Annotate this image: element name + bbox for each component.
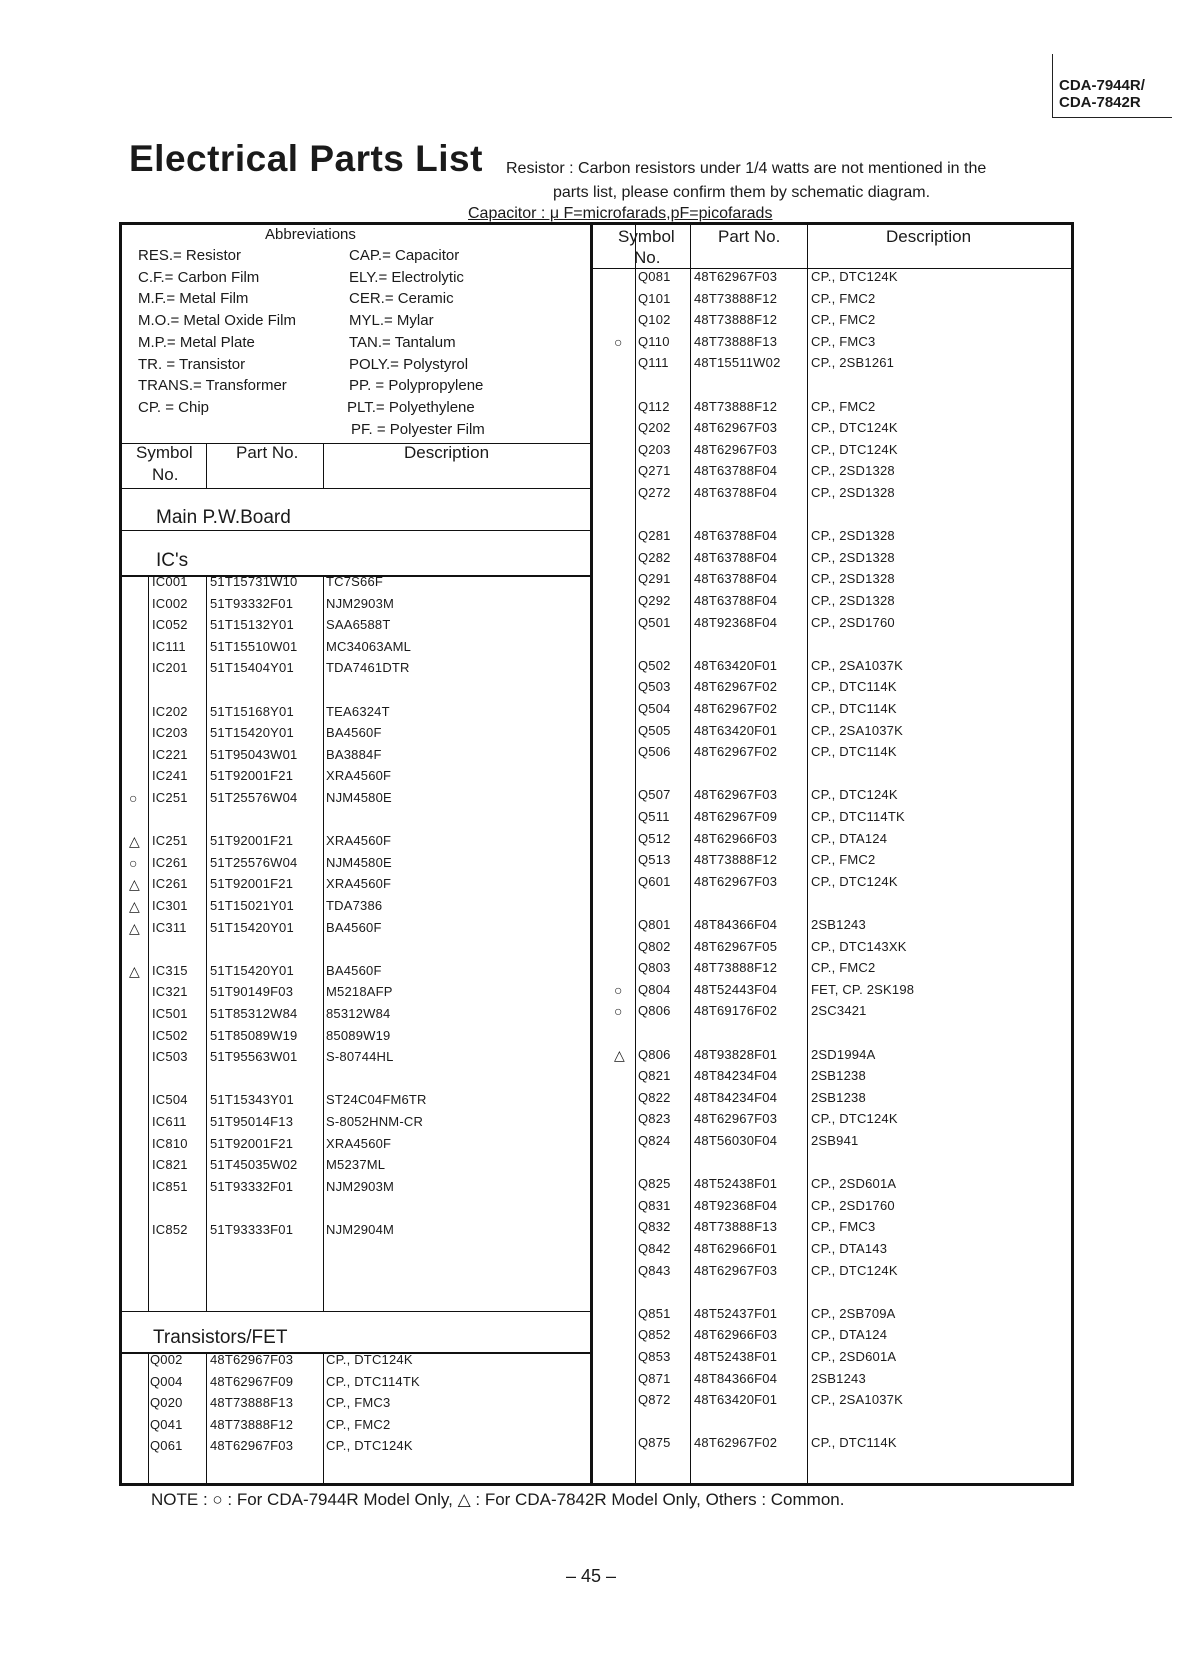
abbreviation-item: C.F.= Carbon Film: [138, 268, 260, 286]
symbol-cell: IC503: [152, 1049, 188, 1065]
description-cell: NJM4580E: [326, 854, 392, 870]
symbol-cell: Q851: [638, 1305, 671, 1321]
description-cell: CP., 2SD601A: [811, 1176, 897, 1192]
part-no-cell: 48T62967F03: [210, 1438, 294, 1454]
symbol-cell: IC001: [152, 574, 188, 589]
part-no-cell: 48T73888F12: [694, 290, 778, 306]
symbol-cell: Q832: [638, 1219, 671, 1235]
symbol-cell: IC111: [152, 638, 186, 654]
description-cell: CP., FMC2: [326, 1416, 391, 1432]
symbol-cell: IC002: [152, 595, 188, 611]
column-divider: [206, 443, 207, 488]
part-no-cell: 48T62966F03: [694, 1327, 778, 1343]
part-no-cell: 48T84234F04: [694, 1068, 778, 1084]
symbol-no-column-header: No.: [152, 465, 179, 484]
description-cell: CP., DTC114K: [811, 701, 897, 716]
symbol-cell: Q821: [638, 1068, 671, 1084]
description-cell: CP., 2SD1760: [811, 614, 895, 630]
column-divider: [323, 575, 324, 1311]
symbol-cell: IC261: [152, 854, 188, 870]
column-divider: [206, 1352, 207, 1483]
symbol-cell: Q512: [638, 830, 671, 846]
part-no-cell: 48T73888F12: [694, 852, 778, 868]
model-mark: ○: [129, 790, 138, 806]
symbol-cell: Q831: [638, 1197, 671, 1213]
part-no-cell: 48T63420F01: [694, 1392, 778, 1408]
capacitor-note: Capacitor : μ F=microfarads,pF=picofarads: [468, 205, 773, 222]
description-cell: 2SB1238: [811, 1089, 866, 1105]
part-no-cell: 48T56030F04: [694, 1133, 778, 1148]
description-cell: 2SC3421: [811, 1003, 867, 1019]
abbreviation-item: RES.= Resistor: [138, 247, 241, 264]
part-no-cell: 48T84366F04: [694, 1370, 778, 1386]
description-cell: TEA6324T: [326, 703, 390, 719]
model-mark: △: [129, 919, 140, 936]
page-title: Electrical Parts List: [129, 138, 483, 179]
description-cell: CP., FMC3: [326, 1395, 391, 1411]
part-no-cell: 48T52438F01: [694, 1176, 778, 1192]
description-cell: BA4560F: [326, 962, 382, 978]
symbol-cell: IC504: [152, 1092, 188, 1108]
description-cell: MC34063AML: [326, 638, 412, 654]
part-no-cell: 48T93828F01: [694, 1046, 778, 1062]
part-no-column-header: Part No.: [236, 443, 299, 462]
symbol-cell: Q271: [638, 463, 671, 479]
description-cell: XRA4560F: [326, 876, 392, 892]
abbreviation-item: PLT.= Polyethylene: [347, 398, 475, 416]
symbol-cell: Q802: [638, 938, 671, 954]
part-no-cell: 48T73888F12: [694, 398, 778, 414]
abbreviation-item: M.P.= Metal Plate: [138, 333, 255, 351]
part-no-cell: 51T95014F13: [210, 1114, 294, 1129]
description-cell: TC7S66F: [326, 574, 384, 589]
symbol-cell: Q281: [638, 528, 671, 544]
symbol-cell: Q101: [638, 290, 671, 306]
symbol-cell: Q502: [638, 657, 671, 673]
symbol-cell: Q501: [638, 614, 671, 630]
part-no-cell: 51T93332F01: [210, 595, 294, 611]
part-no-cell: 48T15511W02: [694, 355, 781, 371]
symbol-cell: Q511: [638, 809, 670, 824]
model-mark: ○: [614, 333, 623, 350]
model-mark: ○: [614, 1003, 623, 1020]
column-divider: [323, 1352, 324, 1483]
part-no-cell: 51T92001F21: [210, 833, 294, 849]
part-no-cell: 48T63420F01: [694, 722, 778, 738]
symbol-cell: Q875: [638, 1435, 671, 1451]
part-no-cell: 51T93333F01: [210, 1222, 294, 1237]
symbol-cell: Q272: [638, 485, 671, 500]
symbol-cell: IC203: [152, 725, 188, 741]
symbol-cell: Q081: [638, 269, 671, 284]
divider: [122, 488, 590, 489]
column-divider: [635, 222, 636, 1483]
part-no-cell: 48T62967F03: [694, 1111, 778, 1127]
transistors-section-title: Transistors/FET: [153, 1327, 288, 1348]
description-cell: NJM2903M: [326, 1178, 395, 1194]
symbol-cell: IC852: [152, 1222, 188, 1237]
symbol-cell: IC611: [152, 1114, 187, 1129]
symbol-cell: Q061: [150, 1438, 183, 1454]
description-cell: CP., DTC124K: [811, 873, 898, 889]
ics-section-title: IC's: [156, 550, 189, 571]
part-no-cell: 48T84234F04: [694, 1089, 778, 1105]
description-cell: CP., 2SB1261: [811, 355, 895, 371]
symbol-cell: Q804: [638, 981, 671, 997]
description-cell: CP., FMC3: [811, 1219, 876, 1235]
description-cell: CP., FMC2: [811, 852, 876, 868]
description-cell: ST24C04FM6TR: [326, 1092, 427, 1108]
description-cell: SAA6588T: [326, 617, 391, 633]
symbol-cell: Q507: [638, 787, 671, 803]
part-no-cell: 48T62967F03: [694, 873, 778, 889]
board-section-title: Main P.W.Board: [156, 507, 291, 528]
part-no-cell: 48T63788F04: [694, 549, 778, 565]
part-no-cell: 48T73888F12: [694, 960, 778, 976]
symbol-cell: Q292: [638, 593, 671, 608]
right-description-column-header: Description: [886, 227, 972, 246]
abbreviation-item: TRANS.= Transformer: [138, 377, 287, 395]
symbol-cell: Q852: [638, 1327, 671, 1343]
description-cell: BA3884F: [326, 746, 382, 762]
description-cell: CP., DTA124: [811, 830, 888, 846]
column-divider: [148, 1352, 149, 1483]
symbol-cell: Q002: [150, 1352, 183, 1367]
part-no-cell: 48T84366F04: [694, 917, 778, 932]
description-cell: CP., FMC2: [811, 398, 876, 414]
column-divider: [206, 575, 207, 1311]
description-cell: NJM2904M: [326, 1222, 395, 1237]
symbol-cell: IC311: [152, 919, 187, 935]
description-cell: 2SB1243: [811, 917, 866, 932]
description-cell: CP., FMC2: [811, 312, 876, 328]
part-no-cell: 48T62967F02: [694, 744, 778, 760]
description-cell: CP., DTC124K: [326, 1352, 413, 1367]
part-no-cell: 51T15731W10: [210, 574, 298, 589]
part-no-cell: 51T25576W04: [210, 790, 298, 805]
part-no-cell: 48T62967F03: [694, 441, 778, 457]
symbol-cell: IC502: [152, 1027, 188, 1043]
symbol-cell: Q801: [638, 917, 671, 932]
symbol-cell: IC202: [152, 703, 188, 719]
symbol-cell: Q202: [638, 420, 671, 436]
part-no-cell: 51T15420Y01: [210, 725, 294, 741]
symbol-cell: Q822: [638, 1089, 671, 1105]
resistor-note: Resistor : Carbon resistors under 1/4 watts are not mentioned in the: [506, 160, 987, 177]
description-cell: CP., DTC124K: [811, 420, 898, 436]
part-no-cell: 48T62967F05: [694, 938, 778, 954]
description-cell: 2SB1243: [811, 1370, 866, 1386]
symbol-cell: Q803: [638, 960, 671, 976]
part-no-cell: 48T62967F02: [694, 1435, 778, 1451]
symbol-cell: IC315: [152, 962, 188, 978]
part-no-cell: 51T85089W19: [210, 1027, 298, 1043]
part-no-cell: 51T15168Y01: [210, 703, 294, 719]
symbol-cell: Q102: [638, 312, 671, 328]
model-line-2: CDA-7842R: [1059, 94, 1141, 111]
resistor-note-continued: parts list, please confirm them by schematic diagram.: [553, 184, 931, 201]
model-line-1: CDA-7944R/: [1059, 77, 1145, 94]
abbreviation-item: MYL.= Mylar: [349, 312, 434, 330]
part-no-cell: 51T15343Y01: [210, 1092, 294, 1108]
symbol-cell: IC221: [152, 746, 188, 762]
abbreviation-item: TAN.= Tantalum: [349, 333, 456, 351]
symbol-cell: Q806: [638, 1003, 671, 1019]
description-cell: CP., DTC124K: [326, 1438, 413, 1454]
symbol-cell: Q843: [638, 1262, 671, 1278]
description-cell: XRA4560F: [326, 833, 392, 849]
part-no-cell: 51T15021Y01: [210, 898, 294, 913]
right-symbol-no-column-header: No.: [634, 248, 661, 267]
part-no-cell: 48T92368F04: [694, 614, 778, 630]
description-cell: 85312W84: [326, 1006, 391, 1021]
abbreviations-title: Abbreviations: [265, 226, 356, 243]
description-cell: CP., 2SA1037K: [811, 1392, 903, 1408]
description-cell: CP., DTC124K: [811, 787, 898, 803]
description-cell: CP., DTC114TK: [326, 1373, 420, 1389]
symbol-cell: IC321: [152, 984, 188, 1000]
column-divider: [323, 443, 324, 488]
description-cell: CP., FMC2: [811, 960, 876, 976]
symbol-cell: IC501: [152, 1006, 188, 1021]
part-no-cell: 48T62966F03: [694, 830, 778, 846]
model-number-box: [1052, 54, 1172, 118]
part-no-cell: 51T15132Y01: [210, 617, 294, 633]
abbreviation-item: M.F.= Metal Film: [138, 290, 249, 308]
symbol-cell: IC261: [152, 876, 188, 892]
part-no-cell: 48T52443F04: [694, 981, 778, 997]
symbol-cell: Q504: [638, 701, 671, 716]
part-no-cell: 51T85312W84: [210, 1006, 298, 1021]
description-cell: CP., DTC124K: [811, 269, 898, 284]
part-no-cell: 48T69176F02: [694, 1003, 778, 1019]
symbol-cell: IC052: [152, 617, 188, 633]
description-cell: M5218AFP: [326, 984, 393, 1000]
abbreviation-item: M.O.= Metal Oxide Film: [138, 312, 296, 330]
description-cell: CP., 2SD1328: [811, 528, 895, 544]
description-cell: 85089W19: [326, 1027, 391, 1043]
symbol-cell: Q041: [150, 1416, 183, 1432]
description-cell: CP., 2SD601A: [811, 1349, 897, 1364]
description-cell: CP., DTA124: [811, 1327, 888, 1343]
description-cell: XRA4560F: [326, 768, 392, 784]
abbreviation-item: PF. = Polyester Film: [351, 420, 485, 438]
part-no-cell: 51T15420Y01: [210, 962, 294, 978]
symbol-cell: Q111: [638, 355, 669, 371]
symbol-cell: Q842: [638, 1241, 671, 1256]
right-part-no-column-header: Part No.: [718, 227, 781, 246]
description-cell: CP., 2SD1328: [811, 549, 895, 565]
abbreviation-item: POLY.= Polystyrol: [349, 355, 469, 373]
part-no-cell: 51T15510W01: [210, 638, 298, 654]
part-no-cell: 48T62967F02: [694, 679, 778, 695]
abbreviation-item: PP. = Polypropylene: [349, 377, 484, 395]
description-cell: 2SB1238: [811, 1068, 866, 1084]
divider: [122, 1311, 590, 1312]
model-mark: △: [129, 962, 140, 979]
part-no-cell: 51T92001F21: [210, 876, 294, 892]
part-no-cell: 51T25576W04: [210, 854, 298, 870]
abbreviation-item: CP. = Chip: [138, 398, 210, 416]
symbol-cell: IC851: [152, 1178, 188, 1194]
model-mark: △: [614, 1046, 625, 1063]
part-no-cell: 51T15404Y01: [210, 660, 294, 676]
part-no-cell: 48T62967F03: [694, 787, 778, 803]
description-cell: CP., 2SD1328: [811, 463, 895, 479]
column-divider: [148, 575, 149, 1311]
symbol-cell: IC301: [152, 898, 188, 913]
description-column-header: Description: [404, 443, 490, 462]
description-cell: CP., DTC124K: [811, 1111, 898, 1127]
description-cell: 2SD1994A: [811, 1046, 876, 1062]
description-cell: CP., 2SD1328: [811, 571, 895, 587]
description-cell: TDA7386: [326, 898, 383, 913]
description-cell: S-80744HL: [326, 1049, 394, 1065]
part-no-cell: 48T62967F03: [210, 1352, 294, 1367]
part-no-cell: 48T62967F02: [694, 701, 778, 716]
part-no-cell: 48T52438F01: [694, 1349, 778, 1364]
description-cell: CP., DTC143XK: [811, 938, 907, 954]
description-cell: BA4560F: [326, 725, 382, 741]
model-mark: ○: [614, 981, 623, 998]
abbreviation-item: TR. = Transistor: [138, 355, 246, 373]
symbol-cell: IC201: [152, 660, 188, 676]
column-divider: [690, 222, 691, 1483]
description-cell: CP., DTC124K: [811, 441, 898, 457]
part-no-cell: 48T52437F01: [694, 1305, 778, 1321]
right-symbol-column-header: Symbol: [618, 227, 675, 246]
part-no-cell: 48T92368F04: [694, 1197, 778, 1213]
part-no-cell: 48T63788F04: [694, 463, 778, 479]
part-no-cell: 48T62967F03: [694, 420, 778, 436]
part-no-cell: 48T73888F13: [210, 1395, 294, 1411]
divider: [122, 530, 590, 531]
symbol-cell: Q513: [638, 852, 671, 868]
description-cell: 2SB941: [811, 1133, 859, 1148]
description-cell: CP., 2SD1328: [811, 593, 895, 608]
symbol-cell: Q823: [638, 1111, 671, 1127]
symbol-cell: IC810: [152, 1135, 188, 1151]
symbol-cell: Q203: [638, 441, 671, 457]
part-no-cell: 48T62967F09: [694, 809, 778, 824]
description-cell: FET, CP. 2SK198: [811, 981, 915, 997]
symbol-cell: Q506: [638, 744, 671, 760]
symbol-cell: Q824: [638, 1133, 671, 1148]
abbreviation-item: CER.= Ceramic: [349, 290, 454, 308]
symbol-cell: Q505: [638, 722, 671, 738]
abbreviation-item: ELY.= Electrolytic: [349, 268, 464, 286]
symbol-cell: Q282: [638, 549, 671, 565]
description-cell: CP., DTC114K: [811, 679, 897, 695]
part-no-cell: 51T90149F03: [210, 984, 294, 1000]
description-cell: TDA7461DTR: [326, 660, 410, 676]
description-cell: CP., DTA143: [811, 1241, 888, 1256]
part-no-cell: 48T63788F04: [694, 571, 778, 587]
description-cell: CP., 2SD1328: [811, 485, 895, 500]
description-cell: NJM2903M: [326, 595, 395, 611]
part-no-cell: 51T92001F21: [210, 768, 294, 784]
description-cell: CP., FMC3: [811, 333, 876, 349]
abbreviation-item: CAP.= Capacitor: [349, 247, 460, 264]
symbol-cell: IC821: [152, 1157, 188, 1173]
description-cell: CP., DTC114K: [811, 744, 897, 760]
part-no-cell: 48T62967F09: [210, 1373, 294, 1389]
description-cell: BA4560F: [326, 919, 382, 935]
page-number: – 45 –: [566, 1566, 617, 1586]
symbol-cell: Q020: [150, 1395, 183, 1411]
symbol-cell: Q503: [638, 679, 671, 695]
symbol-cell: IC251: [152, 833, 188, 849]
description-cell: M5237ML: [326, 1157, 386, 1173]
description-cell: CP., 2SA1037K: [811, 722, 903, 738]
symbol-cell: Q601: [638, 873, 671, 889]
symbol-cell: Q112: [638, 398, 670, 414]
part-no-cell: 51T15420Y01: [210, 919, 294, 935]
description-cell: S-8052HNM-CR: [326, 1114, 424, 1129]
symbol-cell: Q871: [638, 1370, 671, 1386]
part-no-cell: 51T45035W02: [210, 1157, 298, 1173]
symbol-cell: IC251: [152, 790, 188, 805]
description-cell: XRA4560F: [326, 1135, 392, 1151]
description-cell: CP., DTC114TK: [811, 809, 905, 824]
symbol-cell: Q291: [638, 571, 671, 587]
part-no-cell: 48T73888F12: [694, 312, 778, 328]
symbol-cell: Q004: [150, 1373, 183, 1389]
description-cell: CP., 2SD1760: [811, 1197, 895, 1213]
description-cell: CP., DTC114K: [811, 1435, 897, 1451]
symbol-cell: Q806: [638, 1046, 671, 1062]
symbol-column-header: Symbol: [136, 443, 193, 462]
part-no-cell: 48T63788F04: [694, 485, 778, 500]
description-cell: CP., FMC2: [811, 290, 876, 306]
description-cell: NJM4580E: [326, 790, 392, 805]
part-no-cell: 51T95043W01: [210, 746, 298, 762]
model-mark: △: [129, 898, 140, 914]
part-no-cell: 48T63788F04: [694, 528, 778, 544]
part-no-cell: 48T63420F01: [694, 657, 778, 673]
part-no-cell: 48T73888F13: [694, 1219, 778, 1235]
model-mark: ○: [129, 854, 138, 871]
part-no-cell: 51T93332F01: [210, 1178, 294, 1194]
column-divider: [807, 222, 808, 1483]
description-cell: CP., DTC124K: [811, 1262, 898, 1278]
part-no-cell: 48T62967F03: [694, 269, 778, 284]
part-no-cell: 48T73888F13: [694, 333, 778, 349]
symbol-cell: Q110: [638, 333, 670, 349]
symbol-cell: IC241: [152, 768, 188, 784]
part-no-cell: 48T63788F04: [694, 593, 778, 608]
symbol-cell: Q872: [638, 1392, 671, 1408]
footnote: NOTE : ○ : For CDA-7944R Model Only, △ : For CDA-7842R Model Only, Others : Common.: [151, 1490, 845, 1509]
symbol-cell: Q825: [638, 1176, 671, 1192]
model-mark: △: [129, 833, 140, 850]
part-no-cell: 48T62967F03: [694, 1262, 778, 1278]
model-mark: △: [129, 876, 140, 893]
part-no-cell: 48T73888F12: [210, 1416, 294, 1432]
part-no-cell: 48T62966F01: [694, 1241, 778, 1256]
symbol-cell: Q853: [638, 1349, 671, 1364]
part-no-cell: 51T95563W01: [210, 1049, 298, 1065]
part-no-cell: 51T92001F21: [210, 1135, 294, 1151]
description-cell: CP., 2SA1037K: [811, 657, 903, 673]
description-cell: CP., 2SB709A: [811, 1305, 896, 1321]
